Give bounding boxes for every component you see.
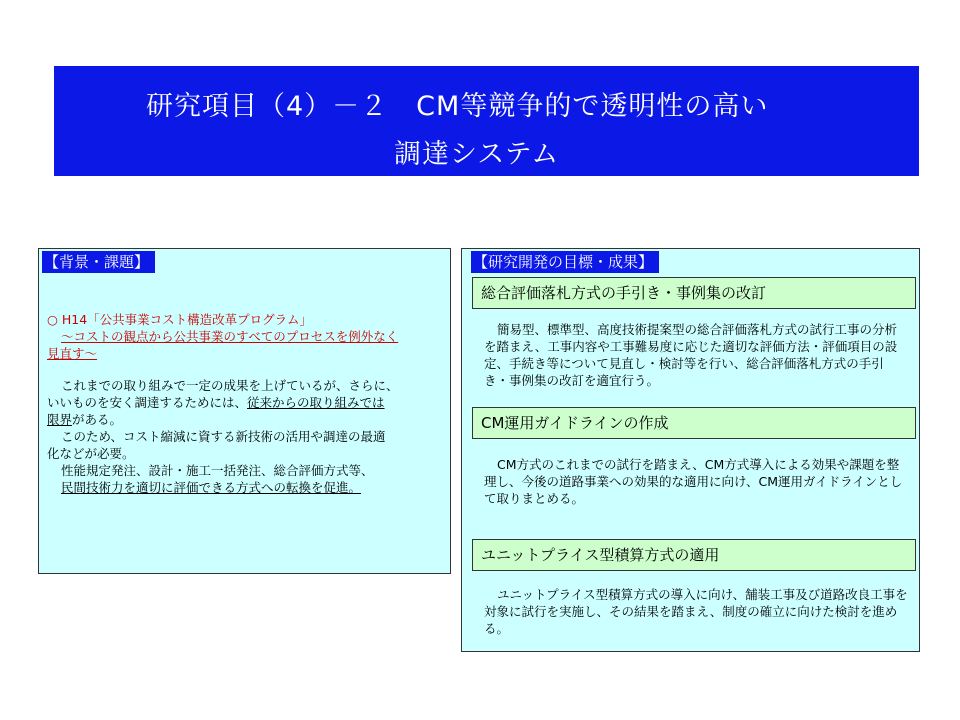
paragraph-2-line-1: このため、コスト縮減に資する新技術の活用や調達の最適 (61, 429, 386, 444)
page-title-line-1: 研究項目（4）－２ CM等競争的で透明性の高い (146, 91, 769, 122)
background-issues-body (47, 311, 447, 496)
paragraph-1-line-2: いいものを安く調達するためには、従来からの取り組みでは (47, 395, 385, 410)
page-title-line-2: 調達システム (394, 139, 560, 170)
limit-emphasis-2: 限界 (47, 412, 73, 427)
goal-item-3-text: ユニットプライス型積算方式の導入に向け、舗装工事及び道路改良工事を対象に試行を実施し、その結果を踏まえ、制度の確立に向けた検討を進める。 (484, 587, 908, 636)
paragraph-2-line-2: 化などが必要。 (47, 446, 135, 461)
program-subtitle-line-1: ～コストの観点から公共事業のすべてのプロセスを例外なく (61, 329, 399, 344)
paragraph-1-line-3: 限界がある。 (47, 412, 123, 427)
goal-item-1-text: 簡易型、標準型、高度技術提案型の総合評価落札方式の試行工事の分析を踏まえ、工事内容や工事難易度に応じた適切な評価方法・評価項目の設定、手続き等について見直し・検討等を行い、総合評価落札方式の手引き・事例集の改訂を適宜行う。 (484, 322, 898, 388)
goal-item-2-text: CM方式のこれまでの試行を踏まえ、CM方式導入による効果や課題を整理し、今後の道路事業への効果的な適用に向け、CM運用ガイドラインとして取りまとめる。 (484, 457, 903, 506)
limit-emphasis-1: 従来からの取り組みでは (247, 395, 385, 410)
paragraph-3-line-1: 性能規定発注、設計・施工一括発注、総合評価方式等、 (61, 463, 374, 478)
background-issues-panel (38, 248, 451, 574)
goal-item-1-title: 総合評価落札方式の手引き・事例集の改訂 (472, 277, 916, 309)
goal-item-2-title: CM運用ガイドラインの作成 (472, 407, 916, 439)
paragraph-1-line-1: これまでの取り組みで一定の成果を上げているが、さらに、 (61, 378, 399, 393)
goals-results-heading: 【研究開発の目標・成果】 (471, 251, 659, 273)
program-subtitle-line-2: 見直す～ (47, 346, 98, 361)
background-issues-heading: 【背景・課題】 (42, 251, 155, 273)
paragraph-3-line-2: 民間技術力を適切に評価できる方式への転換を促進。 (61, 480, 362, 495)
program-title: ○ H14「公共事業コスト構造改革プログラム」 (47, 312, 313, 327)
title-banner (54, 66, 919, 176)
goal-item-3-title: ユニットプライス型積算方式の適用 (472, 539, 916, 571)
